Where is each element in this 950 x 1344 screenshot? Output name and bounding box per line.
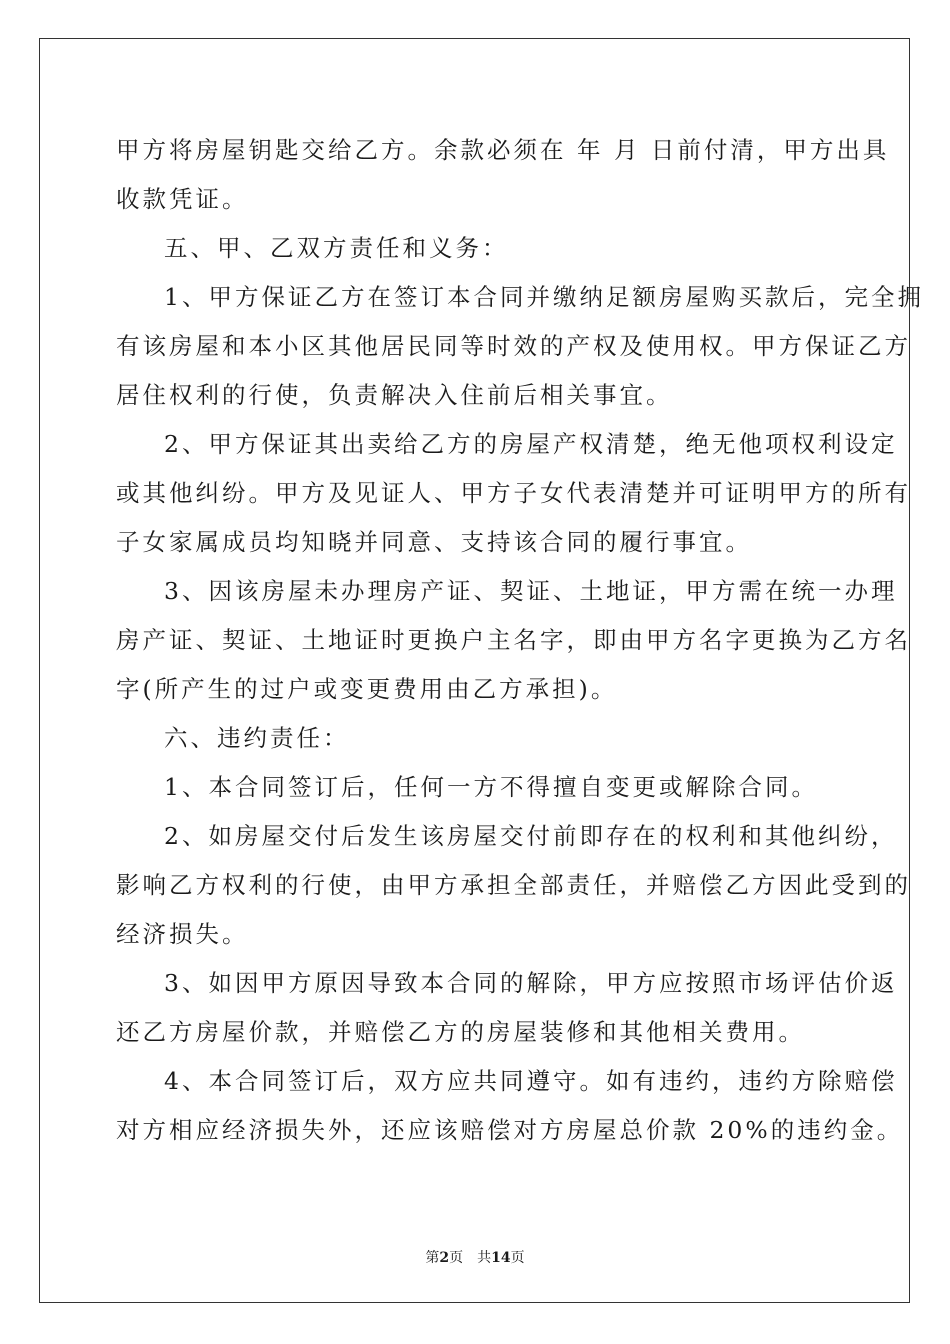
page-prefix: 第: [425, 1250, 440, 1266]
text-line: 经济损失。: [116, 920, 249, 948]
text-line: 2、甲方保证其出卖给乙方的房屋产权清楚，绝无他项权利设定: [164, 430, 898, 458]
total-pages-number: 14: [491, 1250, 511, 1266]
total-suffix: 页: [510, 1250, 525, 1266]
text-line: 或其他纠纷。甲方及见证人、甲方子女代表清楚并可证明甲方的所有: [116, 479, 911, 507]
total-prefix: 共: [477, 1250, 492, 1266]
text-line: 居住权利的行使，负责解决入住前后相关事宜。: [116, 381, 673, 409]
text-line: 3、如因甲方原因导致本合同的解除，甲方应按照市场评估价返: [164, 969, 898, 997]
page-suffix: 页: [449, 1250, 464, 1266]
text-line: 4、本合同签订后，双方应共同遵守。如有违约，违约方除赔偿: [164, 1067, 898, 1095]
text-line: 影响乙方权利的行使，由甲方承担全部责任，并赔偿乙方因此受到的: [116, 871, 911, 899]
text-line: 房产证、契证、土地证时更换户主名字，即由甲方名字更换为乙方名: [116, 626, 911, 654]
text-line: 3、因该房屋未办理房产证、契证、土地证，甲方需在统一办理: [164, 577, 898, 605]
text-line: 五、甲、乙双方责任和义务：: [164, 234, 509, 262]
text-line: 有该房屋和本小区其他居民同等时效的产权及使用权。甲方保证乙方: [116, 332, 911, 360]
page-footer: [0, 1247, 950, 1267]
document-body: [116, 126, 924, 1155]
current-page-number: 2: [439, 1250, 450, 1266]
text-line: 字(所产生的过户或变更费用由乙方承担)。: [116, 675, 618, 703]
text-line: 1、甲方保证乙方在签订本合同并缴纳足额房屋购买款后，完全拥: [164, 283, 924, 311]
text-line: 甲方将房屋钥匙交给乙方。余款必须在 年 月 日前付清，甲方出具: [116, 136, 890, 164]
text-line: 六、违约责任：: [164, 724, 350, 752]
text-line: 还乙方房屋价款，并赔偿乙方的房屋装修和其他相关费用。: [116, 1018, 805, 1046]
text-line: 对方相应经济损失外，还应该赔偿对方房屋总价款 20%的违约金。: [116, 1116, 904, 1144]
text-line: 1、本合同签订后，任何一方不得擅自变更或解除合同。: [164, 773, 818, 801]
text-line: 收款凭证。: [116, 185, 249, 213]
text-line: 2、如房屋交付后发生该房屋交付前即存在的权利和其他纠纷，: [164, 822, 898, 850]
text-line: 子女家属成员均知晓并同意、支持该合同的履行事宜。: [116, 528, 752, 556]
